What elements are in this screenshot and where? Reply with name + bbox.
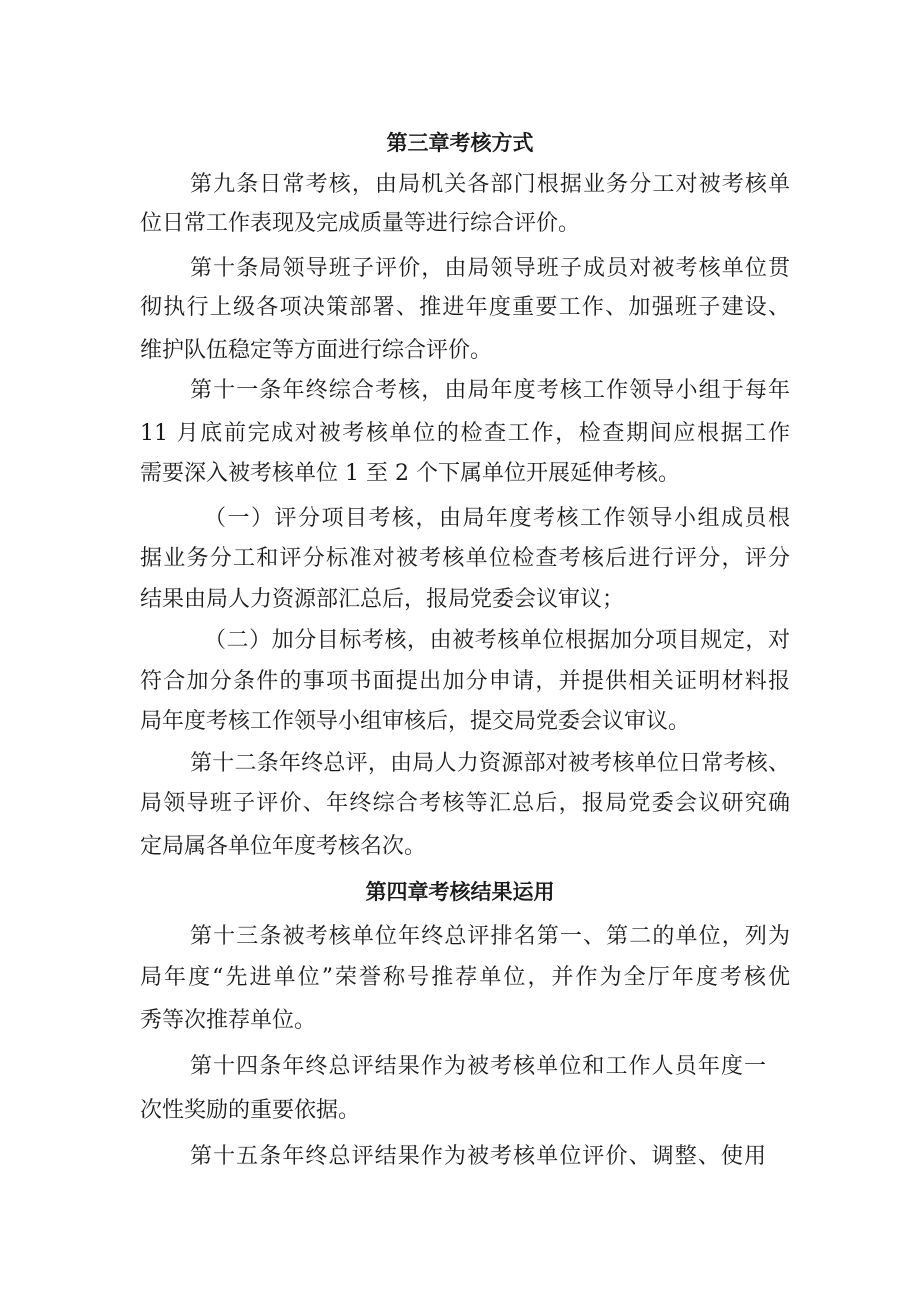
article-12-line-2: 局领导班子评价、年终综合考核等汇总后，报局党委会议研究确 <box>140 791 790 816</box>
article-11-line-2: 11 月底前完成对被考核单位的检查工作，检查期间应根据工作 <box>140 421 790 446</box>
article-14-line-1: 第十四条年终总评结果作为被考核单位和工作人员年度一 <box>190 1054 766 1079</box>
item-1-line-1: （一）评分项目考核，由局年度考核工作领导小组成员根 <box>204 506 790 531</box>
item-2-line-2: 符合加分条件的事项书面提出加分申请，并提供相关证明材料报 <box>140 669 790 694</box>
article-10-line-1: 第十条局领导班子评价，由局领导班子成员对被考核单位贯 <box>190 256 790 281</box>
article-9-line-2: 位日常工作表现及完成质量等进行综合评价。 <box>140 211 581 236</box>
article-13-line-2: 局年度“先进单位”荣誉称号推荐单位，并作为全厅年度考核优 <box>140 965 790 990</box>
article-13-line-3: 秀等次推荐单位。 <box>140 1008 317 1033</box>
chapter-4-title: 第四章考核结果运用 <box>365 880 555 904</box>
item-2-line-1: （二）加分目标考核，由被考核单位根据加分项目规定，对 <box>204 628 790 653</box>
article-9-line-1: 第九条日常考核，由局机关各部门根据业务分工对被考核单 <box>190 172 790 197</box>
item-1-line-3: 结果由局人力资源部汇总后，报局党委会议审议； <box>140 587 625 612</box>
article-12-line-3: 定局属各单位年度考核名次。 <box>140 834 427 859</box>
article-10-line-3: 维护队伍稳定等方面进行综合评价。 <box>140 338 493 363</box>
item-2-line-3: 局年度考核工作领导小组审核后，提交局党委会议审议。 <box>140 709 691 734</box>
article-10-line-2: 彻执行上级各项决策部署、推进年度重要工作、加强班子建设、 <box>140 295 790 320</box>
article-14-line-2: 次性奖励的重要依据。 <box>140 1098 361 1123</box>
article-11-line-3: 需要深入被考核单位 1 至 2 个下属单位开展延伸考核。 <box>140 461 680 486</box>
article-13-line-1: 第十三条被考核单位年终总评排名第一、第二的单位，列为 <box>190 924 790 949</box>
chapter-3-title: 第三章考核方式 <box>386 131 534 155</box>
article-15-line-1: 第十五条年终总评结果作为被考核单位评价、调整、使用 <box>190 1144 766 1169</box>
article-11-line-1: 第十一条年终综合考核，由局年度考核工作领导小组于每年 <box>190 378 790 403</box>
item-1-line-2: 据业务分工和评分标准对被考核单位检查考核后进行评分，评分 <box>140 546 790 571</box>
article-12-line-1: 第十二条年终总评，由局人力资源部对被考核单位日常考核、 <box>190 751 790 776</box>
